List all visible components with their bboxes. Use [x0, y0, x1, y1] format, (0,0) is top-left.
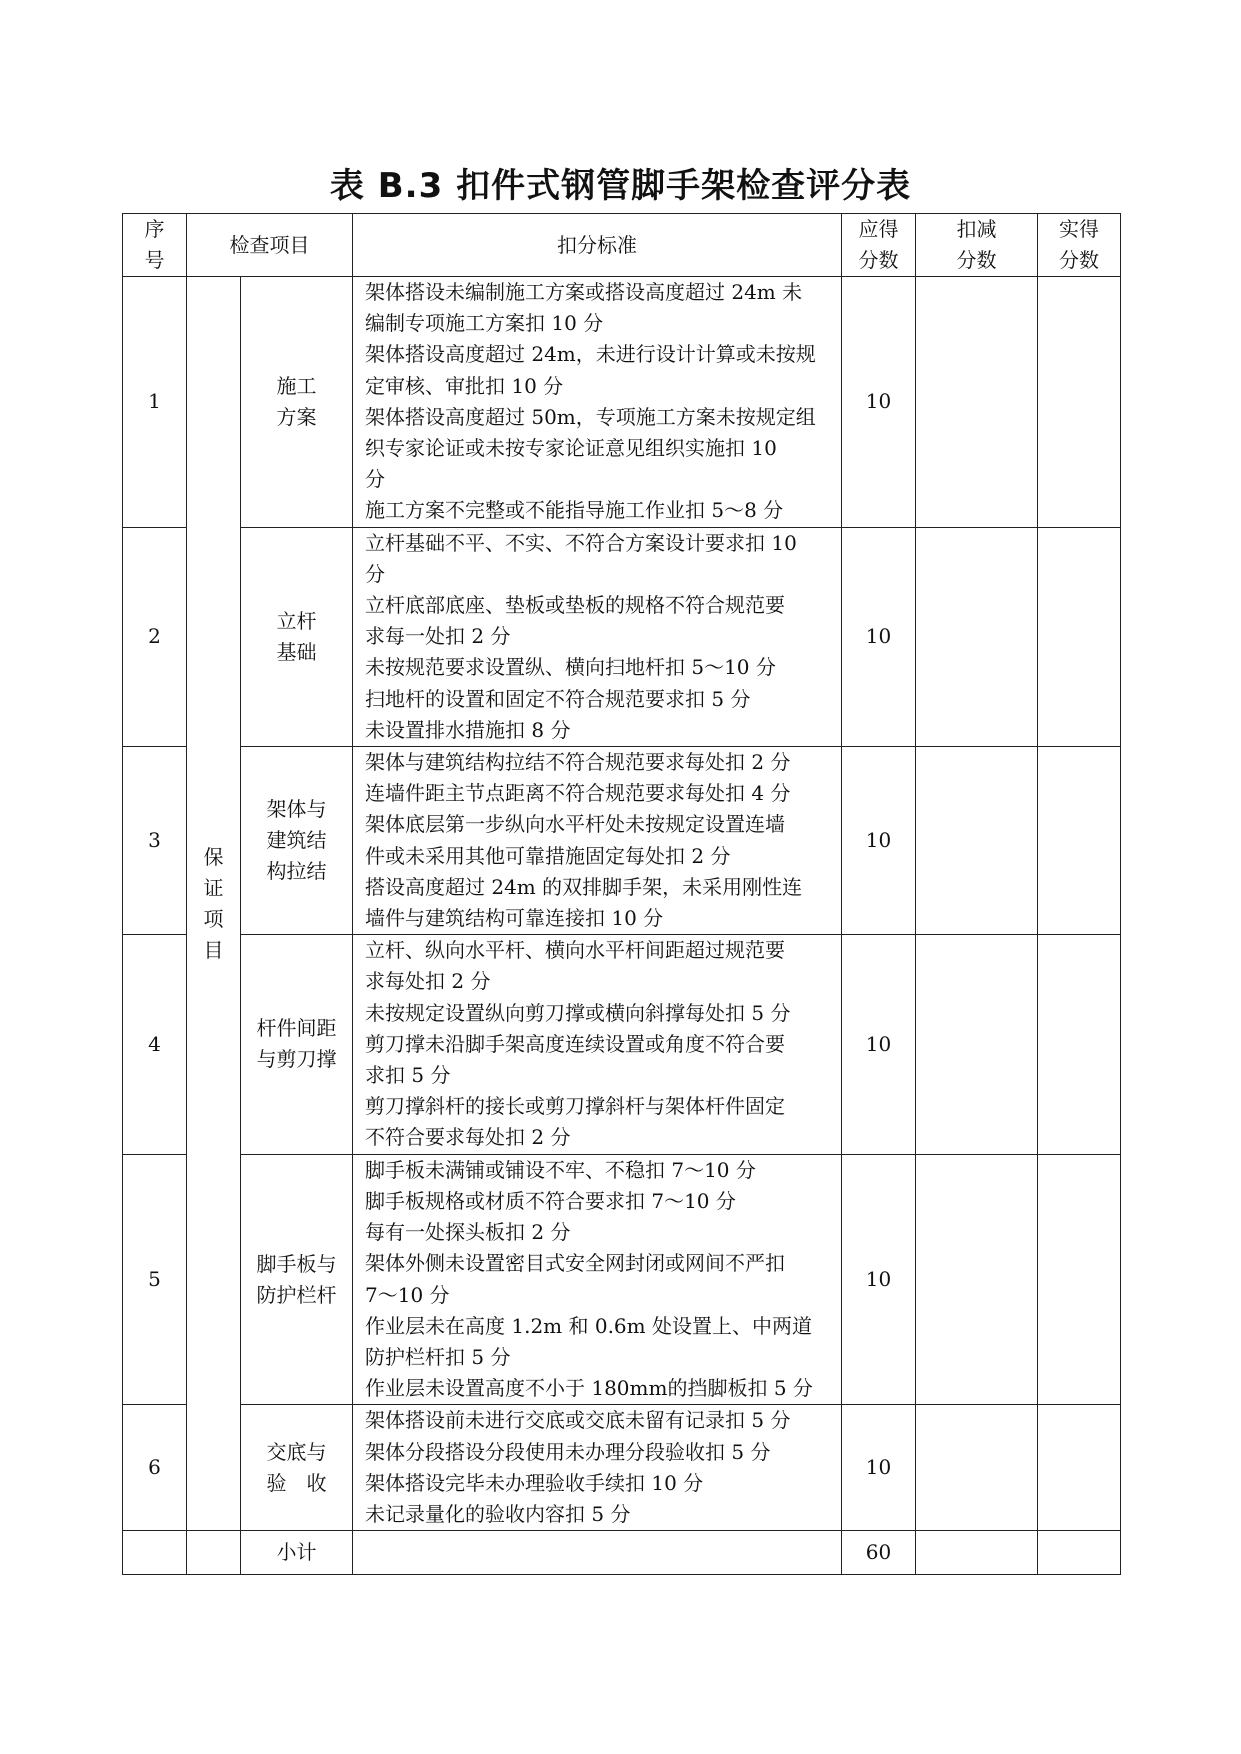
row-index: 4 [123, 935, 187, 1154]
row-deduct-score[interactable] [916, 935, 1038, 1154]
subtotal-deduct-score[interactable] [916, 1531, 1038, 1575]
table-row [123, 527, 1121, 746]
header-deduct-score: 扣减 分数 [916, 214, 1038, 277]
row-actual-score[interactable] [1038, 1154, 1121, 1405]
subtotal-index [123, 1531, 187, 1575]
row-deduct-score[interactable] [916, 1154, 1038, 1405]
row-due-score: 10 [842, 935, 916, 1154]
row-deduct-score[interactable] [916, 1405, 1038, 1531]
row-index: 2 [123, 527, 187, 746]
subtotal-actual-score[interactable] [1038, 1531, 1121, 1575]
row-criteria: 架体与建筑结构拉结不符合规范要求每处扣 2 分 连墙件距主节点距离不符合规范要求每处扣 4 分 架体底层第一步纵向水平杆处未按规定设置连墙 件或未采用其他可靠措施固定每处扣 2 分 搭设高度超过 24m 的双排脚手架，未采用刚性连 墙件与建筑结构可靠连接扣 10 分 [353, 747, 842, 935]
row-item: 架体与 建筑结 构拉结 [241, 747, 353, 935]
row-actual-score[interactable] [1038, 277, 1121, 528]
row-actual-score[interactable] [1038, 935, 1121, 1154]
table-row [123, 1405, 1121, 1531]
row-actual-score[interactable] [1038, 527, 1121, 746]
header-row [123, 214, 1121, 277]
row-index: 5 [123, 1154, 187, 1405]
row-index: 1 [123, 277, 187, 528]
subtotal-label: 小计 [241, 1531, 353, 1575]
row-index: 6 [123, 1405, 187, 1531]
score-table [122, 213, 1121, 1575]
row-deduct-score[interactable] [916, 527, 1038, 746]
table-row [123, 935, 1121, 1154]
header-criteria: 扣分标准 [353, 214, 842, 277]
row-criteria: 架体搭设前未进行交底或交底未留有记录扣 5 分 架体分段搭设分段使用未办理分段验收扣 5 分 架体搭设完毕未办理验收手续扣 10 分 未记录量化的验收内容扣 5 分 [353, 1405, 842, 1531]
group-label: 保 证 项 目 [187, 277, 241, 1531]
header-item: 检查项目 [187, 214, 353, 277]
row-actual-score[interactable] [1038, 1405, 1121, 1531]
row-criteria: 架体搭设未编制施工方案或搭设高度超过 24m 未 编制专项施工方案扣 10 分 架体搭设高度超过 24m，未进行设计计算或未按规 定审核、审批扣 10 分 架体搭设高度超过 50m，专项施工方案未按规定组 织专家论证或未按专家论证意见组织实施扣 10 分 施工方案不完整或不能指导施工作业扣 5～8 分 [353, 277, 842, 528]
row-due-score: 10 [842, 1154, 916, 1405]
row-item: 脚手板与 防护栏杆 [241, 1154, 353, 1405]
row-item: 施工 方案 [241, 277, 353, 528]
page-title: 表 B.3 扣件式钢管脚手架检查评分表 [329, 166, 912, 206]
header-index: 序 号 [123, 214, 187, 277]
table-row [123, 277, 1121, 528]
row-item: 交底与 验 收 [241, 1405, 353, 1531]
row-criteria: 立杆、纵向水平杆、横向水平杆间距超过规范要 求每处扣 2 分 未按规定设置纵向剪刀撑或横向斜撑每处扣 5 分 剪刀撑未沿脚手架高度连续设置或角度不符合要 求扣 5 分 剪刀撑斜杆的接长或剪刀撑斜杆与架体杆件固定 不符合要求每处扣 2 分 [353, 935, 842, 1154]
subtotal-due-score: 60 [842, 1531, 916, 1575]
subtotal-criteria [353, 1531, 842, 1575]
row-deduct-score[interactable] [916, 277, 1038, 528]
row-actual-score[interactable] [1038, 747, 1121, 935]
row-criteria: 脚手板未满铺或铺设不牢、不稳扣 7～10 分 脚手板规格或材质不符合要求扣 7～10 分 每有一处探头板扣 2 分 架体外侧未设置密目式安全网封闭或网间不严扣 7～10 分 作业层未在高度 1.2m 和 0.6m 处设置上、中两道 防护栏杆扣 5 分 作业层未设置高度不小于 180mm的挡脚板扣 5 分 [353, 1154, 842, 1405]
row-due-score: 10 [842, 277, 916, 528]
row-item: 杆件间距 与剪刀撑 [241, 935, 353, 1154]
row-criteria: 立杆基础不平、不实、不符合方案设计要求扣 10 分 立杆底部底座、垫板或垫板的规格不符合规范要 求每一处扣 2 分 未按规范要求设置纵、横向扫地杆扣 5～10 分 扫地杆的设置和固定不符合规范要求扣 5 分 未设置排水措施扣 8 分 [353, 527, 842, 746]
header-due-score: 应得 分数 [842, 214, 916, 277]
row-due-score: 10 [842, 747, 916, 935]
table-row [123, 747, 1121, 935]
subtotal-group [187, 1531, 241, 1575]
table-row [123, 1154, 1121, 1405]
row-due-score: 10 [842, 1405, 916, 1531]
subtotal-row [123, 1531, 1121, 1575]
row-item: 立杆 基础 [241, 527, 353, 746]
row-index: 3 [123, 747, 187, 935]
header-actual-score: 实得 分数 [1038, 214, 1121, 277]
row-deduct-score[interactable] [916, 747, 1038, 935]
row-due-score: 10 [842, 527, 916, 746]
